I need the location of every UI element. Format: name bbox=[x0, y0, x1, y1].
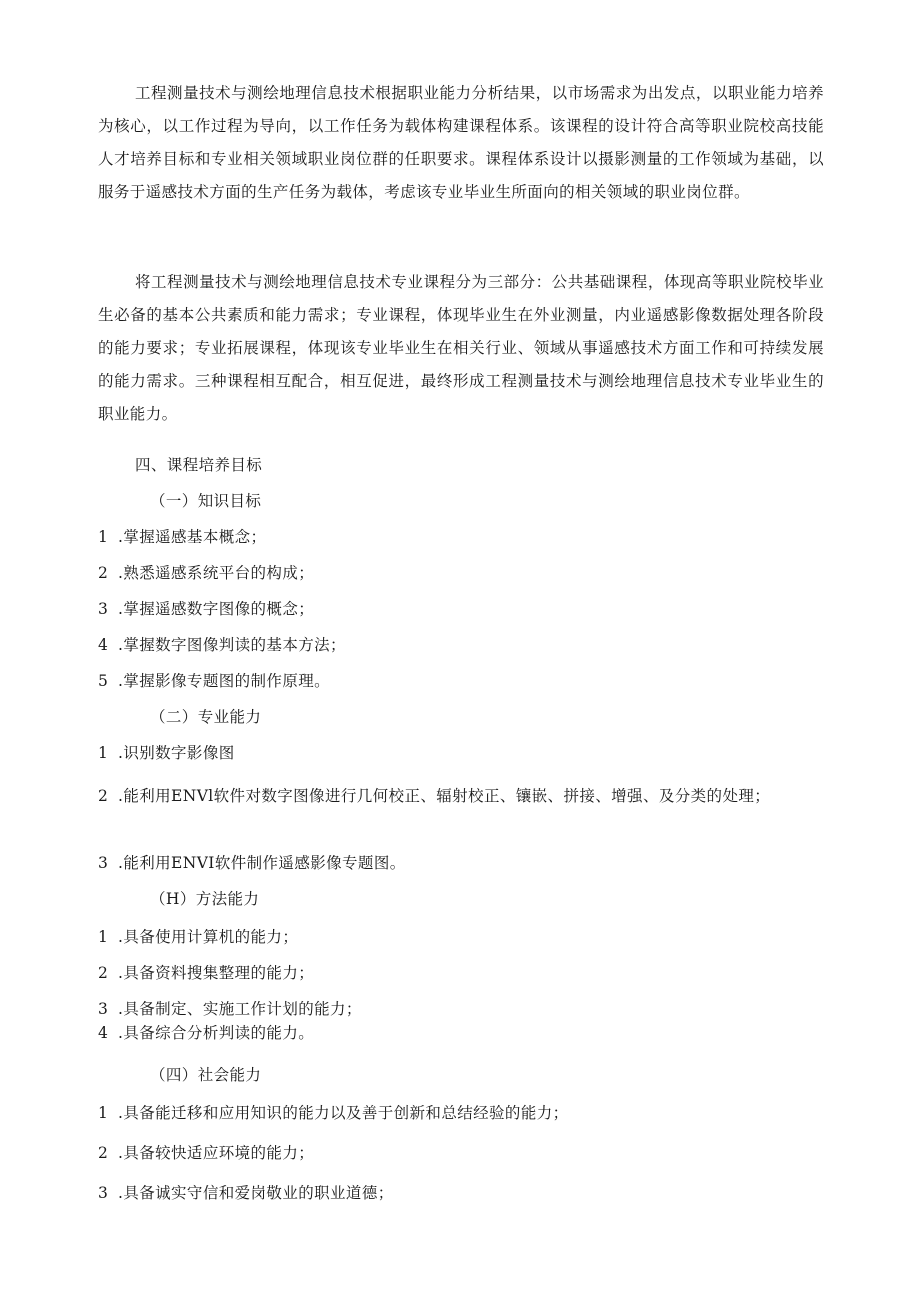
list-item-text: .掌握遥感基本概念； bbox=[118, 528, 267, 546]
list-item bbox=[98, 961, 314, 985]
list-item bbox=[98, 1181, 394, 1205]
list-item-number: 2 bbox=[98, 964, 109, 982]
list-item-text: .具备制定、实施工作计划的能力； bbox=[118, 1000, 362, 1018]
list-item-text: .能利用ENVI软件制作遥感影像专题图。 bbox=[118, 854, 406, 872]
list-item-number: 3 bbox=[98, 600, 109, 618]
list-item bbox=[98, 1141, 314, 1165]
list-item-text: .能利用ENVl软件对数字图像进行几何校正、辐射校正、镶嵌、拼接、增强、及分类的处理； bbox=[118, 787, 771, 805]
paragraph-course-parts: 将工程测量技术与测绘地理信息技术专业课程分为三部分：公共基础课程，体现高等职业院校毕业生必备的基本公共素质和能力需求；专业课程，体现毕业生在外业测量，内业遥感影像数据处理各阶段的能力要求；专业拓展课程，体现该专业毕业生在相关行业、领域从事遥感技术方面工作和可持续发展的能力需求。三种课程相互配合，相互促进，最终形成工程测量技术与测绘地理信息技术专业毕业生的职业能力。 bbox=[98, 273, 824, 423]
subheading-social-ability: （四）社会能力 bbox=[150, 1066, 262, 1084]
list-item-number: 2 bbox=[98, 1144, 109, 1162]
list-item bbox=[98, 669, 330, 693]
list-item bbox=[98, 777, 824, 815]
list-item-number: 1 bbox=[98, 528, 109, 546]
subheading-method-ability: （H）方法能力 bbox=[150, 890, 260, 908]
list-item-text: .具备能迁移和应用知识的能力以及善于创新和总结经验的能力； bbox=[118, 1104, 569, 1122]
list-item-text: .具备综合分析判读的能力。 bbox=[118, 1024, 315, 1042]
list-item bbox=[98, 1101, 569, 1125]
list-item-number: 4 bbox=[98, 1024, 109, 1042]
list-item-number: 4 bbox=[98, 636, 109, 654]
subheading-professional-ability: （二）专业能力 bbox=[150, 708, 262, 726]
list-item bbox=[98, 997, 362, 1021]
list-item-number: 3 bbox=[98, 1184, 109, 1202]
list-item-number: 1 bbox=[98, 744, 109, 762]
list-item-text: .具备使用计算机的能力； bbox=[118, 928, 299, 946]
list-item-number: 3 bbox=[98, 1000, 109, 1018]
list-item-text: .掌握数字图像判读的基本方法； bbox=[118, 636, 346, 654]
list-item-number: 1 bbox=[98, 928, 109, 946]
list-item-text: .具备较快适应环境的能力； bbox=[118, 1144, 315, 1162]
list-item-number: 3 bbox=[98, 854, 109, 872]
list-item-number: 2 bbox=[98, 787, 109, 805]
list-item bbox=[98, 561, 314, 585]
list-item bbox=[98, 597, 314, 621]
list-item bbox=[98, 633, 346, 657]
list-item-number: 2 bbox=[98, 564, 109, 582]
list-item-text: .掌握遥感数字图像的概念； bbox=[118, 600, 315, 618]
list-item bbox=[98, 525, 266, 549]
list-item bbox=[98, 741, 235, 765]
list-item bbox=[98, 925, 298, 949]
list-item-text: .识别数字影像图 bbox=[118, 744, 235, 762]
list-item-number: 5 bbox=[98, 672, 109, 690]
list-item-text: .具备诚实守信和爱岗敬业的职业道德； bbox=[118, 1184, 394, 1202]
subheading-knowledge-goals: （一）知识目标 bbox=[150, 492, 262, 510]
list-item bbox=[98, 851, 406, 875]
section-heading-training-goals: 四、课程培养目标 bbox=[135, 456, 263, 474]
list-item-text: .掌握影像专题图的制作原理。 bbox=[118, 672, 331, 690]
list-item-number: 1 bbox=[98, 1104, 109, 1122]
list-item-text: .具备资料搜集整理的能力； bbox=[118, 964, 315, 982]
paragraph-curriculum-system: 工程测量技术与测绘地理信息技术根据职业能力分析结果，以市场需求为出发点，以职业能力培养为核心，以工作过程为导向，以工作任务为载体构建课程体系。该课程的设计符合高等职业院校高技能人才培养目标和专业相关领域职业岗位群的任职要求。课程体系设计以摄影测量的工作领域为基础，以服务于遥感技术方面的生产任务为载体，考虑该专业毕业生所面向的相关领域的职业岗位群。 bbox=[98, 84, 824, 201]
list-item-text: .熟悉遥感系统平台的构成； bbox=[118, 564, 315, 582]
list-item bbox=[98, 1021, 314, 1045]
